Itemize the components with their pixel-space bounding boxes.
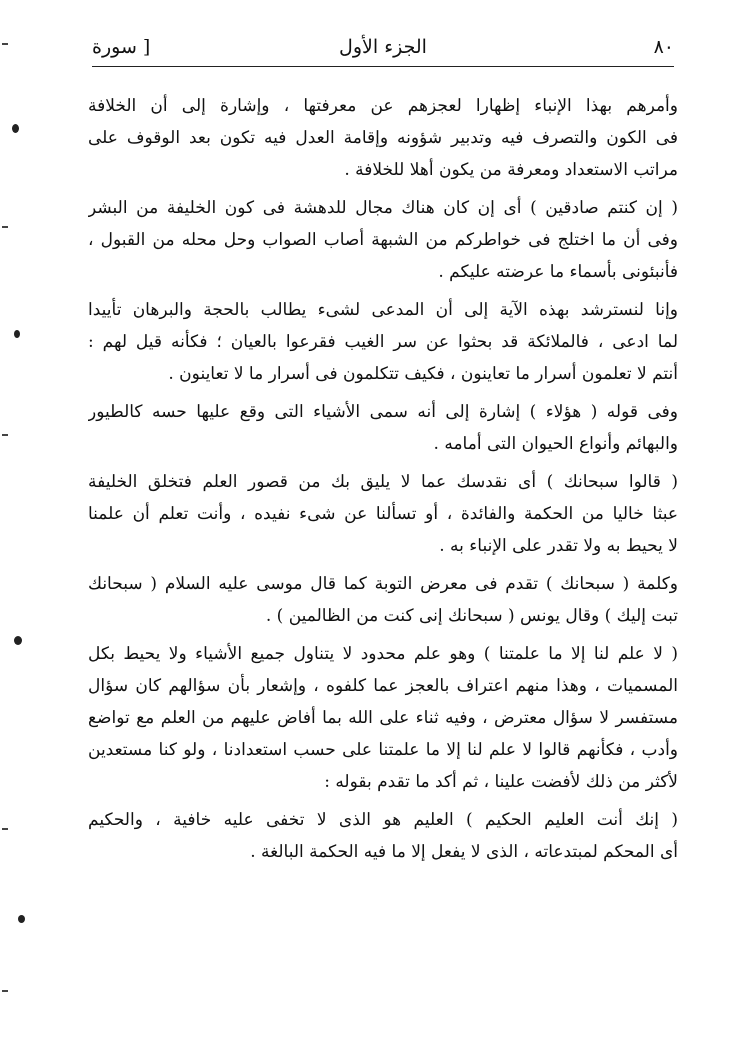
text-line: والبهائم وأنواع الحيوان التى أمامه . bbox=[433, 434, 678, 454]
page-header bbox=[92, 30, 674, 64]
paragraph bbox=[88, 396, 678, 460]
text-line: وفى أن ما اختلج فى خواطركم من الشبهة أصاب الصواب وحل محله من القبول ، bbox=[88, 230, 678, 250]
text-line: مراتب الاستعداد ومعرفة من يكون أهلا للخلافة . bbox=[344, 160, 678, 180]
text-line: لا يحيط به ولا تقدر على الإنباء به . bbox=[439, 536, 678, 556]
scan-mark bbox=[2, 434, 8, 436]
text-line: ( إنك أنت العليم الحكيم ) العليم هو الذى لا تخفى عليه خافية ، والحكيم bbox=[88, 810, 678, 830]
scan-speck bbox=[18, 915, 25, 923]
text-line: وكلمة ( سبحانك ) تقدم فى معرض التوبة كما قال موسى عليه السلام ( سبحانك bbox=[88, 574, 678, 594]
text-line: لأكثر من ذلك لأفضت علينا ، ثم أكد ما تقدم بقوله : bbox=[324, 772, 678, 792]
text-line: وإنا لنسترشد بهذه الآية إلى أن المدعى لشىء يطالب بالحجة والبرهان تأييدا bbox=[88, 300, 678, 320]
text-line: عبثا خاليا من الحكمة والفائدة ، أو تسألنا عن شىء نفيده ، وأنت تعلم أن علمنا bbox=[88, 504, 678, 524]
text-line: وأدب ، فكأنهم قالوا لا علم لنا إلا ما علمتنا على حسب استعدادنا ، ولو كنا مستعدين bbox=[88, 740, 678, 760]
surah-label: [ سورة bbox=[92, 36, 151, 58]
page-number: ٨٠ bbox=[653, 36, 674, 58]
paragraph bbox=[88, 466, 678, 562]
text-line: أى المحكم لمبتدعاته ، الذى لا يفعل إلا ما فيه الحكمة البالغة . bbox=[250, 842, 678, 862]
text-line: ( لا علم لنا إلا ما علمتنا ) وهو علم محدود لا يتناول جميع الأشياء ولا يحيط بكل bbox=[88, 644, 678, 664]
paragraph bbox=[88, 804, 678, 868]
text-line: فى الكون والتصرف فيه وتدبير شؤونه وإقامة العدل فيه تكون بعد الوقوف على bbox=[88, 128, 678, 148]
paragraph bbox=[88, 90, 678, 186]
text-line: لما ادعى ، فالملائكة قد بحثوا عن سر الغيب فقرعوا بالعيان ؛ فكأنه قيل لهم : bbox=[88, 332, 678, 352]
text-line: مستفسر لا سؤال معترض ، وفيه ثناء على الله بما أفاض عليهم من العلم مع تواضع bbox=[88, 708, 678, 728]
text-line: ( إن كنتم صادقين ) أى إن كان هناك مجال للدهشة فى كون الخليفة من البشر bbox=[88, 198, 678, 218]
text-line: المسميات ، وهذا منهم اعتراف بالعجز عما كلفوه ، وإشعار بأن سؤالهم كان سؤال bbox=[88, 676, 678, 696]
body-text bbox=[88, 90, 678, 868]
scan-mark bbox=[2, 226, 8, 228]
scan-mark bbox=[2, 990, 8, 992]
paragraph bbox=[88, 568, 678, 632]
paragraph bbox=[88, 192, 678, 288]
text-line: ( قالوا سبحانك ) أى نقدسك عما لا يليق بك من قصور العلم فتخلق الخليفة bbox=[88, 472, 678, 492]
scan-speck bbox=[14, 636, 22, 645]
paragraph bbox=[88, 638, 678, 798]
scan-mark bbox=[2, 43, 8, 45]
scan-mark bbox=[2, 828, 8, 830]
paragraph bbox=[88, 294, 678, 390]
text-line: وأمرهم بهذا الإنباء إظهارا لعجزهم عن معرفتها ، وإشارة إلى أن الخلافة bbox=[88, 96, 678, 116]
text-line: تبت إليك ) وقال يونس ( سبحانك إنى كنت من الظالمين ) . bbox=[265, 606, 678, 626]
text-line: فأنبئونى بأسماء ما عرضته عليكم . bbox=[438, 262, 678, 282]
scan-speck bbox=[12, 124, 19, 133]
text-line: وفى قوله ( هؤلاء ) إشارة إلى أنه سمى الأشياء التى وقع عليها حسه كالطيور bbox=[88, 402, 678, 422]
header-rule bbox=[92, 66, 674, 67]
running-title: الجزء الأول bbox=[339, 36, 427, 58]
scan-speck bbox=[14, 330, 20, 338]
text-line: أنتم لا تعلمون أسرار ما تعاينون ، فكيف تتكلمون فى أسرار ما لا تعاينون . bbox=[168, 364, 678, 384]
